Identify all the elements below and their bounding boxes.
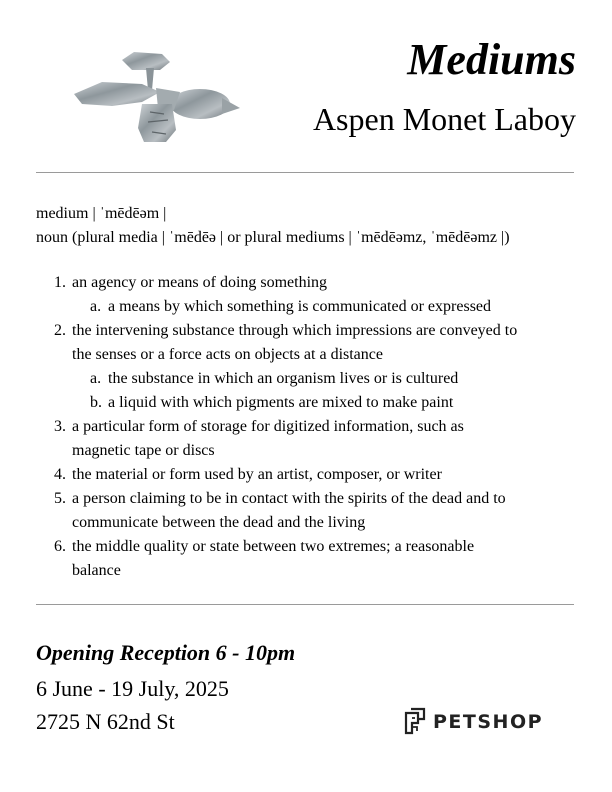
definition-item: 5. a person claiming to be in contact with the spirits of the dead and to communicate between the dead and the living [54, 490, 506, 531]
petshop-logo-icon [403, 707, 427, 737]
sub-definition-text: a liquid with which pigments are mixed to make paint [108, 394, 454, 411]
sub-definition-item: b. a liquid with which pigments are mixed to make paint [90, 394, 454, 411]
dictionary-entry [36, 202, 596, 250]
sculpture-image [72, 48, 242, 143]
definitions-list [36, 271, 596, 583]
gallery-address: 2725 N 62nd St [36, 709, 175, 734]
opening-reception: Opening Reception 6 - 10pm [36, 640, 296, 665]
exhibition-title: Mediums [407, 35, 576, 84]
definition-text-continued: magnetic tape or discs [72, 442, 215, 459]
definition-text: the intervening substance through which impressions are conveyed to [72, 322, 518, 339]
definition-text: the middle quality or state between two extremes; a reasonable [72, 538, 475, 555]
sub-definition-item: a. a means by which something is communicated or expressed [90, 298, 492, 315]
definition-text: an agency or means of doing something [72, 274, 328, 291]
definition-text: a particular form of storage for digitized information, such as [72, 418, 464, 435]
definition-text-continued: communicate between the dead and the living [72, 514, 366, 531]
definition-text-continued: the senses or a force acts on objects at a distance [72, 346, 383, 363]
definition-item: 2. the intervening substance through which impressions are conveyed to the senses or a force acts on objects at a distance [54, 322, 518, 363]
divider-top [36, 172, 574, 173]
definition-item: 4. the material or form used by an artist, composer, or writer [54, 466, 442, 483]
petshop-logo-text: PETSHOP [433, 711, 544, 733]
part-of-speech-line: noun (plural media | ˈmēdēə | or plural mediums | ˈmēdēəmz, ˈmēdēəmz |) [36, 229, 510, 246]
definition-item: 6. the middle quality or state between two extremes; a reasonable balance [54, 538, 475, 579]
exhibition-dates: 6 June - 19 July, 2025 [36, 676, 229, 701]
headword-line: medium | ˈmēdēəm | [36, 205, 167, 222]
definition-text: a person claiming to be in contact with the spirits of the dead and to [72, 490, 506, 507]
sub-definition-text: a means by which something is communicated or expressed [108, 298, 492, 315]
definition-item: 1. an agency or means of doing something [54, 274, 328, 291]
definition-item: 3. a particular form of storage for digitized information, such as magnetic tape or discs [54, 418, 464, 459]
petshop-logo [403, 706, 543, 738]
artist-name: Aspen Monet Laboy [312, 101, 576, 137]
definition-text: the material or form used by an artist, composer, or writer [72, 466, 442, 483]
divider-bottom [36, 604, 574, 605]
sub-definition-text: the substance in which an organism lives or is cultured [108, 370, 459, 387]
definition-text-continued: balance [72, 562, 121, 579]
sub-definition-item: a. the substance in which an organism lives or is cultured [90, 370, 459, 387]
